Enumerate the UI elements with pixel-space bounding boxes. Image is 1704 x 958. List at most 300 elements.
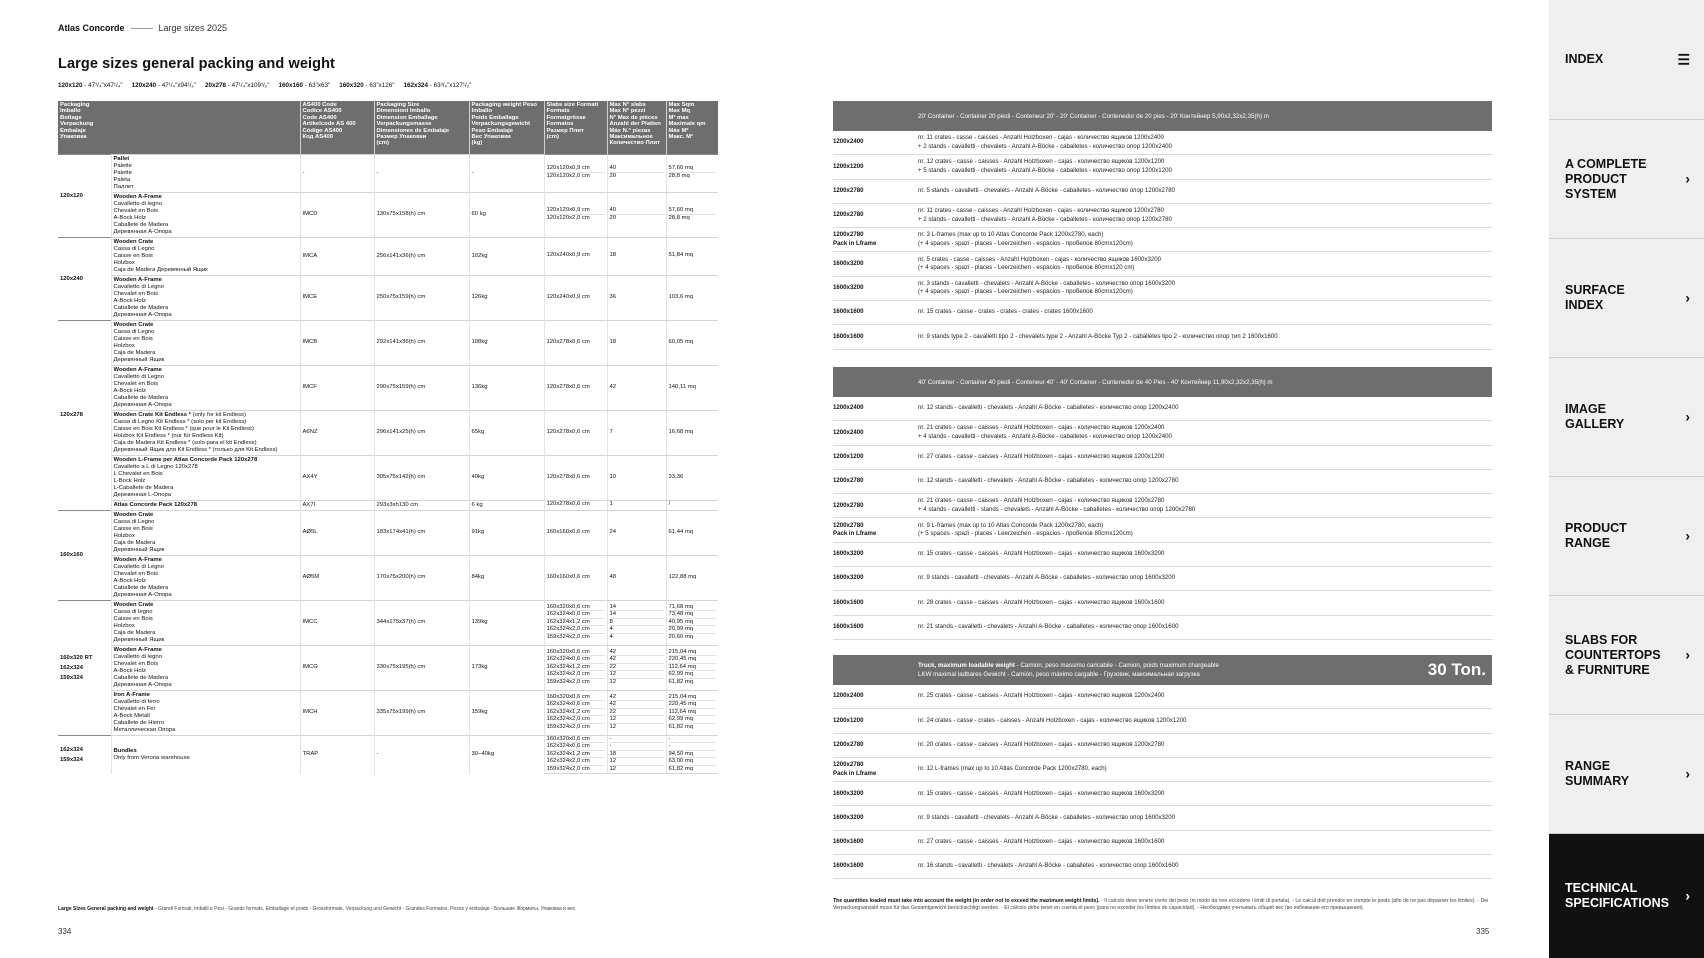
row-description-line: nr. 12 crates - casse - caisses - Anzahl Holzboxen - cajas - количество ящиков 1200x1200: [918, 158, 1165, 166]
max-slabs-value: 4: [610, 626, 664, 634]
container-row: [833, 782, 1492, 806]
packaging-line: Caja de Madera: [113, 629, 156, 636]
nav-item[interactable]: [1549, 358, 1704, 477]
max-sqm-value: 220,45 mq: [669, 701, 717, 709]
chevron-right-icon: ›: [1685, 887, 1690, 904]
row-size-line: 1200x2780: [833, 477, 864, 485]
max-sqm-value: 61,82 mq: [668, 765, 694, 772]
packaging-weight-cell: 126kg: [469, 275, 544, 320]
packaging-weight-cell: 91kg: [469, 510, 544, 555]
packaging-line: Caisse en Bois: [113, 615, 153, 622]
row-description-line: nr. 5 stands - cavalletti - chevalets - Anzahl A-Böcke - caballetes - количество опор 1200x2780: [918, 186, 1176, 194]
packaging-name: Wooden Crate: [113, 321, 154, 328]
row-description-line: + 5 stands - cavalletti - chevalets - Anzahl A-Böcke - caballetes - количество опор 1200x1200: [918, 166, 1172, 174]
container-row: [833, 325, 1492, 349]
row-size: [833, 522, 918, 539]
slab-size-value: 120x278x0,6 cm: [546, 383, 590, 390]
row-size-line: 1600x3200: [833, 259, 864, 267]
size-entry: [339, 82, 394, 89]
packaging-line: Chevalet en Fer: [113, 705, 156, 712]
slab-size-value: 162x324x0,6 cm: [547, 743, 605, 751]
header-line: Вес Упаковки: [471, 134, 511, 141]
as400-code-cell: -: [300, 154, 374, 192]
packaging-line: Cavalletto di ferro: [113, 698, 160, 705]
max-slabs-cell: [607, 500, 666, 510]
packaging-line: Paleta: [113, 176, 131, 183]
row-description-line: (+ 4 spaces - spazi - places - Leerzeichen - espacios - пробелов 80cmx120cm): [918, 239, 1133, 247]
size-line: 120x278: [60, 412, 83, 418]
packaging-line: Caballete de Madera: [113, 674, 169, 681]
header-line: Formats: [546, 108, 570, 115]
container-row: [833, 518, 1492, 542]
row-size-line: 1200x2780: [833, 211, 864, 219]
max-sqm-value: 62,99 mq: [669, 671, 717, 679]
header-packaging: [58, 101, 300, 154]
max-slabs-value: 22: [610, 664, 664, 672]
row-description: [918, 187, 1492, 196]
max-slabs-value: 12: [609, 765, 617, 772]
row-description: [918, 550, 1492, 559]
slab-size-value: 120x278x0,6 cm: [546, 501, 590, 508]
header-line: Макс. M²: [668, 134, 694, 141]
header-divider: [131, 28, 153, 29]
slab-size-value: 120x120x2,0 cm: [546, 173, 590, 179]
right-footer-note: [833, 898, 1493, 912]
header-line: N° Max de pièces: [609, 114, 658, 121]
max-sqm-value: 94,50 mq: [669, 751, 717, 759]
max-slabs-value: 22: [610, 709, 664, 717]
header-line: (cm): [376, 140, 389, 147]
slab-size-cell: [544, 154, 607, 192]
table-row: [58, 365, 718, 410]
max-slabs-value: -: [610, 736, 664, 744]
packaging-line: Cavalletto a L di Legno 120x278: [113, 463, 198, 470]
max-sqm-value: 220,45 mq: [669, 656, 717, 664]
max-sqm-cell: [666, 154, 718, 192]
max-slabs-value: 14: [610, 604, 664, 612]
slab-size-cell: [544, 192, 607, 237]
truck-title-line2: LKW maximal ladbares Gewicht - Camión, peso máximo cargable - Грузовик, максимальная загрузка: [918, 671, 1200, 678]
size-line: 120x120: [60, 192, 83, 199]
header-line: Max Sqm: [668, 102, 695, 108]
max-sqm-value: 112,64 mq: [669, 709, 717, 717]
row-description-line: nr. 20 crates - casse - caisses - Anzahl Holzboxen - cajas - количество ящиков 1200x2780: [918, 740, 1165, 748]
header-line: Artikelcode AS 400: [302, 121, 356, 128]
size-line: 162x324: [60, 746, 83, 753]
packaging-line: Деревянный Ящик: [113, 636, 165, 643]
header-line: Размер Упаковки: [376, 134, 427, 141]
sizes-legend: [58, 82, 471, 89]
slab-size-cell: [544, 645, 607, 690]
max-sqm-value: 63,00 mq: [669, 758, 717, 766]
packaging-line: Chevalet en Bois: [113, 570, 159, 577]
table-row: [58, 192, 718, 237]
nav-item-label: INDEX: [1565, 52, 1604, 66]
as400-code-cell: A6NZ: [300, 410, 374, 455]
nav-item[interactable]: [1549, 596, 1704, 715]
size-inch: - 47¹/₄"x47¹/₄": [82, 82, 123, 89]
container-row: [833, 543, 1492, 567]
packaging-name: Wooden Crate: [113, 238, 154, 245]
header-slabs-size: [544, 101, 607, 154]
slab-size-value: 162x324x1,2 cm: [547, 709, 605, 717]
row-size-line: 1600x3200: [833, 813, 864, 821]
packaging-line: Caisse en Bois: [113, 525, 153, 532]
packaging-size-cell: 170x75x200(h) cm: [374, 555, 469, 600]
row-description-line: nr. 21 crates - casse - caisses - Anzahl Holzboxen - cajas - количество ящиков 1200x2780: [918, 497, 1165, 505]
packaging-line: A-Bock Metall: [113, 712, 150, 719]
row-description-line: nr. 21 crates - casse - caisses - Anzahl Holzboxen - cajas - количество ящиков 1200x2400: [918, 424, 1165, 432]
packaging-size-cell: 296x141x25(h) cm: [374, 410, 469, 455]
row-description-line: nr. 15 crates - casse - caisses - Anzahl Holzboxen - cajas - количество ящиков 1600x3200: [918, 789, 1165, 797]
as400-code-cell: IMCG: [300, 645, 374, 690]
table-row: [58, 154, 718, 192]
packaging-line: Деревянный Ящик для Kit Endless * (только для Kit Endless): [113, 446, 278, 453]
max-sqm-value: 112,64 mq: [669, 664, 717, 672]
nav-item-label: SURFACE INDEX: [1565, 283, 1625, 312]
row-description-line: nr. 12 stands - cavalletti - chevalets - Anzahl A-Böcke - caballetes - количество опор 1200x2400: [918, 404, 1179, 412]
size-inch: - 63"x126": [363, 82, 395, 89]
container-40-header: 40' Container - Container 40 piedi - Conteneur 40' - 40' Container - Contenedor de 40 Pies - 40' Контейнер 11,90x2,32x2,35(h) m: [833, 367, 1492, 397]
container-row: [833, 494, 1492, 518]
packaging-line: Chevalet en Bois: [113, 660, 159, 667]
row-description: [918, 280, 1492, 297]
row-size-line: 1200x2780: [833, 501, 864, 509]
table-row: [58, 275, 718, 320]
packaging-line: Palette: [113, 162, 132, 169]
container-row: [833, 734, 1492, 758]
max-sqm-value: 51,84 mq: [668, 252, 694, 259]
packaging-weight-cell: 173kg: [469, 645, 544, 690]
header-line: Formatgrösse: [546, 114, 586, 121]
max-sqm-value: 73,48 mq: [669, 611, 717, 619]
packaging-line: Caisse en Bois: [113, 252, 153, 259]
packaging-cell: [111, 455, 300, 500]
row-size-line: 1600x3200: [833, 550, 864, 558]
max-slabs-value: 18: [610, 751, 664, 759]
container-row: [833, 470, 1492, 494]
row-description-line: nr. 28 crates - casse - caisses - Anzahl Holzboxen - cajas - количество ящиков 1600x1600: [918, 598, 1165, 606]
slab-size-value: 160x160x0,6 cm: [546, 528, 590, 535]
container-40-section: [833, 367, 1492, 640]
row-description: [918, 497, 1492, 514]
container-row: [833, 855, 1492, 879]
row-size-line: 1200x2400: [833, 692, 864, 700]
slab-size-value: 162x324x1,2 cm: [547, 664, 605, 672]
size-cell: [58, 735, 111, 774]
row-description-line: nr. 9 stands - cavalletti - chevalets - Anzahl A-Böcke - caballetes - количество опор 1600x3200: [918, 574, 1176, 582]
packaging-line: Chevalet en Bois: [113, 380, 159, 387]
slab-size-value: 160x320x0,6 cm: [547, 694, 605, 702]
slab-size-value: 162x324x2,0 cm: [547, 716, 605, 724]
packaging-name: Wooden Crate: [113, 511, 154, 518]
as400-code-cell: IMCD: [300, 192, 374, 237]
row-size-line: 1600x1600: [833, 308, 864, 316]
nav-item-label: PRODUCT RANGE: [1565, 521, 1627, 550]
packaging-line: A-Bock Holz: [113, 214, 146, 221]
truck-section: [833, 655, 1492, 879]
packaging-line: Деревянная А-Опора: [113, 591, 172, 598]
row-size: [833, 574, 918, 583]
max-sqm-value: 33,36: [668, 473, 684, 480]
packaging-weight-cell: 65kg: [469, 410, 544, 455]
packaging-line: Cavalletto di Legno: [113, 373, 164, 380]
packaging-line: Caballete de Madera: [113, 394, 169, 401]
row-size-line: 1600x3200: [833, 284, 864, 292]
container-row: [833, 277, 1492, 301]
max-slabs-value: 42: [610, 694, 664, 702]
slab-size-value: 162x324x2,0 cm: [547, 626, 605, 634]
packaging-size-cell: 130x75x158(h) cm: [374, 192, 469, 237]
packaging-cell: [111, 600, 300, 645]
nav-item[interactable]: [1549, 834, 1704, 958]
packaging-line: Cavalletto di Legno: [113, 563, 164, 570]
header-max-slabs: [607, 101, 666, 154]
slab-size-cell: [544, 500, 607, 510]
max-sqm-cell: [666, 455, 718, 500]
packaging-line: Металлическая Опора: [113, 726, 176, 733]
row-description-line: nr. 11 crates - casse - caisses - Anzahl Holzboxen - cajas - количество ящиков 1200x2400: [918, 134, 1164, 142]
row-size-line: 1200x2780: [833, 231, 864, 239]
row-description: [918, 692, 1492, 701]
slab-size-value: 120x120x2,0 cm: [546, 214, 590, 221]
row-size-line: 1200x1200: [833, 452, 864, 460]
packaging-cell: [111, 320, 300, 365]
slab-size-value: 120x120x0,9 cm: [547, 165, 605, 173]
slab-size-value: 120x278x0,6 cm: [546, 473, 590, 480]
packaging-size-cell: 330x75x195(h) cm: [374, 645, 469, 690]
packaging-weight-cell: 136kg: [469, 365, 544, 410]
table-row: [58, 645, 718, 690]
header-line: Slabs size Formati: [546, 102, 599, 108]
chevron-right-icon: ›: [1685, 765, 1690, 782]
as400-code-cell: IMCH: [300, 690, 374, 735]
packaging-size-cell: 335x75x199(h) cm: [374, 690, 469, 735]
packaging-line: Caisse en Bois: [113, 335, 153, 342]
max-slabs-value: 7: [609, 428, 613, 435]
header-as400-code: [300, 101, 374, 154]
max-sqm-value: 20,60 mq: [668, 633, 694, 640]
header-line: Максимальное: [609, 134, 653, 141]
max-slabs-cell: [607, 275, 666, 320]
row-size: [833, 502, 918, 511]
packaging-size-cell: 344x175x37(h) cm: [374, 600, 469, 645]
packaging-line: Caja de Madera: [113, 539, 156, 546]
as400-code-cell: IMCE: [300, 275, 374, 320]
row-description: [918, 308, 1492, 317]
table-row: [58, 735, 718, 774]
packaging-line: Деревянная А-Опора: [113, 228, 172, 235]
packaging-weight-cell: 30–40kg: [469, 735, 544, 774]
row-description-line: nr. 12 L-frames (max up to 10 Atlas Concorde Pack 1200x2780, each): [918, 765, 1107, 773]
nav-item[interactable]: [1549, 239, 1704, 358]
packaging-line: Деревянная L-Опора: [113, 491, 172, 498]
packaging-cell: [111, 154, 300, 192]
packaging-line: Cassa di Legno Kit Endless * (solo per kit Endless): [113, 418, 247, 425]
header-line: Max N° pezzi: [609, 108, 646, 115]
header-line: Maximale qm: [668, 121, 706, 128]
max-slabs-value: 42: [610, 701, 664, 709]
row-size-line: 1200x2780: [833, 186, 864, 194]
slab-size-value: 159x324x2,0 cm: [546, 723, 590, 730]
packaging-line: Caisse en Bois Kit Endless * (que pour le Kit Endless): [113, 425, 254, 432]
header-line: Dimensioni Imballo: [376, 108, 431, 115]
max-sqm-value: 71,68 mq: [669, 604, 717, 612]
packaging-line: Cassa di Legno: [113, 328, 155, 335]
max-sqm-value: /: [668, 501, 671, 508]
row-description-line: nr. 24 crates - casse - crates - caisses - Anzahl Holzboxen - cajas - количество ящиков 1200x1200: [918, 716, 1187, 724]
nav-item[interactable]: [1549, 0, 1704, 120]
row-description: [918, 790, 1492, 799]
row-size-line: 1600x1600: [833, 332, 864, 340]
packing-weight-table: [58, 101, 718, 774]
row-size: [833, 333, 918, 342]
nav-item-label: TECHNICAL SPECIFICATIONS: [1565, 881, 1669, 910]
container-row: [833, 758, 1492, 782]
packaging-line: Holzbox: [113, 532, 135, 539]
row-description-line: nr. 9 stands - cavalletti - chevalets - Anzahl A-Böcke - caballetes - количество опор 1600x3200: [918, 813, 1176, 821]
row-size: [833, 599, 918, 608]
max-slabs-value: 42: [609, 383, 617, 390]
max-slabs-cell: [607, 192, 666, 237]
row-size-line: 1200x2400: [833, 428, 864, 436]
packaging-size-cell: -: [374, 735, 469, 774]
container-row: [833, 301, 1492, 325]
header-line: Code AS400: [302, 114, 337, 121]
packaging-line: Chevalet en Bois: [113, 290, 159, 297]
container-row: [833, 806, 1492, 830]
chevron-right-icon: ›: [1685, 170, 1690, 187]
row-description-line: (+ 5 spaces - spazi - places - Leerzeichen - espacios - пробелов 80cmx120cm): [918, 530, 1133, 538]
size-code: 20x278: [205, 82, 227, 89]
size-line: 120x240: [60, 275, 83, 282]
left-footer-note: [58, 906, 575, 912]
size-cell: [58, 510, 111, 600]
max-slabs-value: 12: [610, 716, 664, 724]
slab-size-value: 159x324x2,0 cm: [546, 678, 590, 685]
row-size-line: 1200x2780: [833, 521, 864, 529]
row-description: [918, 522, 1492, 539]
packaging-line: Holzbox: [113, 342, 135, 349]
table-row: [58, 510, 718, 555]
max-sqm-value: -: [669, 743, 717, 751]
packaging-line: Деревянная А-Опора: [113, 311, 172, 318]
max-slabs-value: 12: [609, 678, 617, 685]
packaging-cell: [111, 510, 300, 555]
row-size: [833, 838, 918, 847]
packaging-line: Caballete de Madera: [113, 221, 169, 228]
page-number-left: 334: [58, 927, 72, 936]
max-slabs-cell: [607, 154, 666, 192]
row-size: [833, 692, 918, 701]
left-footer-text: - Grandi Formati, Imballi e Pesi - Grands formats, Emballage et poids - Grossformate, Verpackung und Gewicht - Grandes Formatos, Pesos y embalaje - Большие Форматы, Упаковка и вес: [153, 906, 576, 912]
size-line: 162x324: [60, 664, 83, 671]
packaging-weight-cell: 159kg: [469, 690, 544, 735]
right-note-text: - Il calcolo deve tenere conto del peso (in modo da non eccedere i limiti di portata). - Le calcul doit prendre en compte le poids (afin de ne pas dépasser les limites). - Die Verpackungsanzahl muss für das Gesamtgewicht berücksichtigt werden. - El cálculo debe tener en cuenta el peso (para no exceder los límites de capacidad). - Необходимо учитывать общий вес (во избежание его превышения).: [833, 898, 1489, 911]
row-size: [833, 163, 918, 172]
size-code: 162x324: [403, 82, 428, 89]
slab-size-value: 162x324x2,0 cm: [547, 671, 605, 679]
packaging-cell: [111, 645, 300, 690]
nav-item[interactable]: [1549, 715, 1704, 834]
header-line: Imballo: [60, 108, 81, 115]
nav-item-label: IMAGE GALLERY: [1565, 402, 1625, 431]
table-row: [58, 320, 718, 365]
slab-size-cell: [544, 320, 607, 365]
row-description: [918, 333, 1492, 342]
row-size: [833, 717, 918, 726]
table-row: [58, 237, 718, 275]
packaging-line: Cavalletto di legno: [113, 200, 162, 207]
row-description-line: nr. 5 crates - casse - caisses - Anzahl Holzboxen - cajas - количество ящиков 1600x3200: [918, 255, 1161, 263]
table-row: [58, 455, 718, 500]
packaging-weight-cell: -: [469, 154, 544, 192]
packaging-line: Cassa di Legno: [113, 518, 155, 525]
header-line: Imballo: [471, 108, 493, 115]
max-sqm-value: 215,04 mq: [669, 694, 717, 702]
slab-size-value: 162x324x1,2 cm: [547, 751, 605, 759]
packaging-name: Wooden Crate: [113, 601, 154, 608]
max-sqm-cell: [666, 410, 718, 455]
page-number-right: 335: [1476, 927, 1490, 936]
max-slabs-value: 48: [609, 573, 617, 580]
header-line: Peso Embalaje: [471, 127, 514, 134]
packaging-line: Only from Verona warehouse: [113, 754, 190, 761]
size-entry: [278, 82, 330, 89]
packaging-line: Cavalletto di legno: [113, 653, 162, 660]
container-row: [833, 591, 1492, 615]
header-line: Embalaje: [60, 127, 86, 134]
header-packaging-weight: [469, 101, 544, 154]
row-description-line: nr. 25 crates - casse - caisses - Anzahl Holzboxen - cajas - количество ящиков 1200x2400: [918, 692, 1165, 700]
max-sqm-value: 57,60 mq: [669, 207, 717, 215]
container-row: [833, 155, 1492, 179]
nav-item[interactable]: [1549, 477, 1704, 596]
nav-item-label: RANGE SUMMARY: [1565, 759, 1630, 788]
packaging-line: Деревянный Ящик: [113, 546, 165, 553]
max-sqm-cell: [666, 275, 718, 320]
container-row: [833, 685, 1492, 709]
max-sqm-value: 103,6 mq: [668, 293, 694, 300]
table-row: [58, 410, 718, 455]
max-slabs-cell: [607, 690, 666, 735]
row-size: [833, 477, 918, 486]
header-line: Máx M²: [668, 127, 689, 134]
row-description: [918, 404, 1492, 413]
packaging-weight-cell: 6 kg: [469, 500, 544, 510]
truck-tons: 30 Ton.: [1427, 660, 1486, 679]
header-line: Размер Плит: [546, 127, 584, 134]
row-description: [918, 862, 1492, 871]
packaging-size-cell: 290x75x159(h) cm: [374, 365, 469, 410]
packaging-name-extra: (only for kit Endless): [190, 411, 246, 418]
row-description: [918, 765, 1492, 774]
packaging-line: Holzbox: [113, 622, 135, 629]
row-description: [918, 256, 1492, 273]
packaging-cell: [111, 192, 300, 237]
max-sqm-cell: [666, 690, 718, 735]
container-row: [833, 180, 1492, 204]
row-size: [833, 260, 918, 269]
nav-item[interactable]: [1549, 120, 1704, 239]
row-size: [833, 284, 918, 293]
packaging-name: Wooden A-Frame: [113, 193, 162, 200]
row-description: [918, 623, 1492, 632]
row-description-line: nr. 15 crates - casse - crates - crates - crates - crates 1600x1600: [918, 308, 1093, 316]
max-slabs-value: -: [610, 743, 664, 751]
as400-code-cell: AX7I: [300, 500, 374, 510]
header-line: Max Mq: [668, 108, 691, 115]
